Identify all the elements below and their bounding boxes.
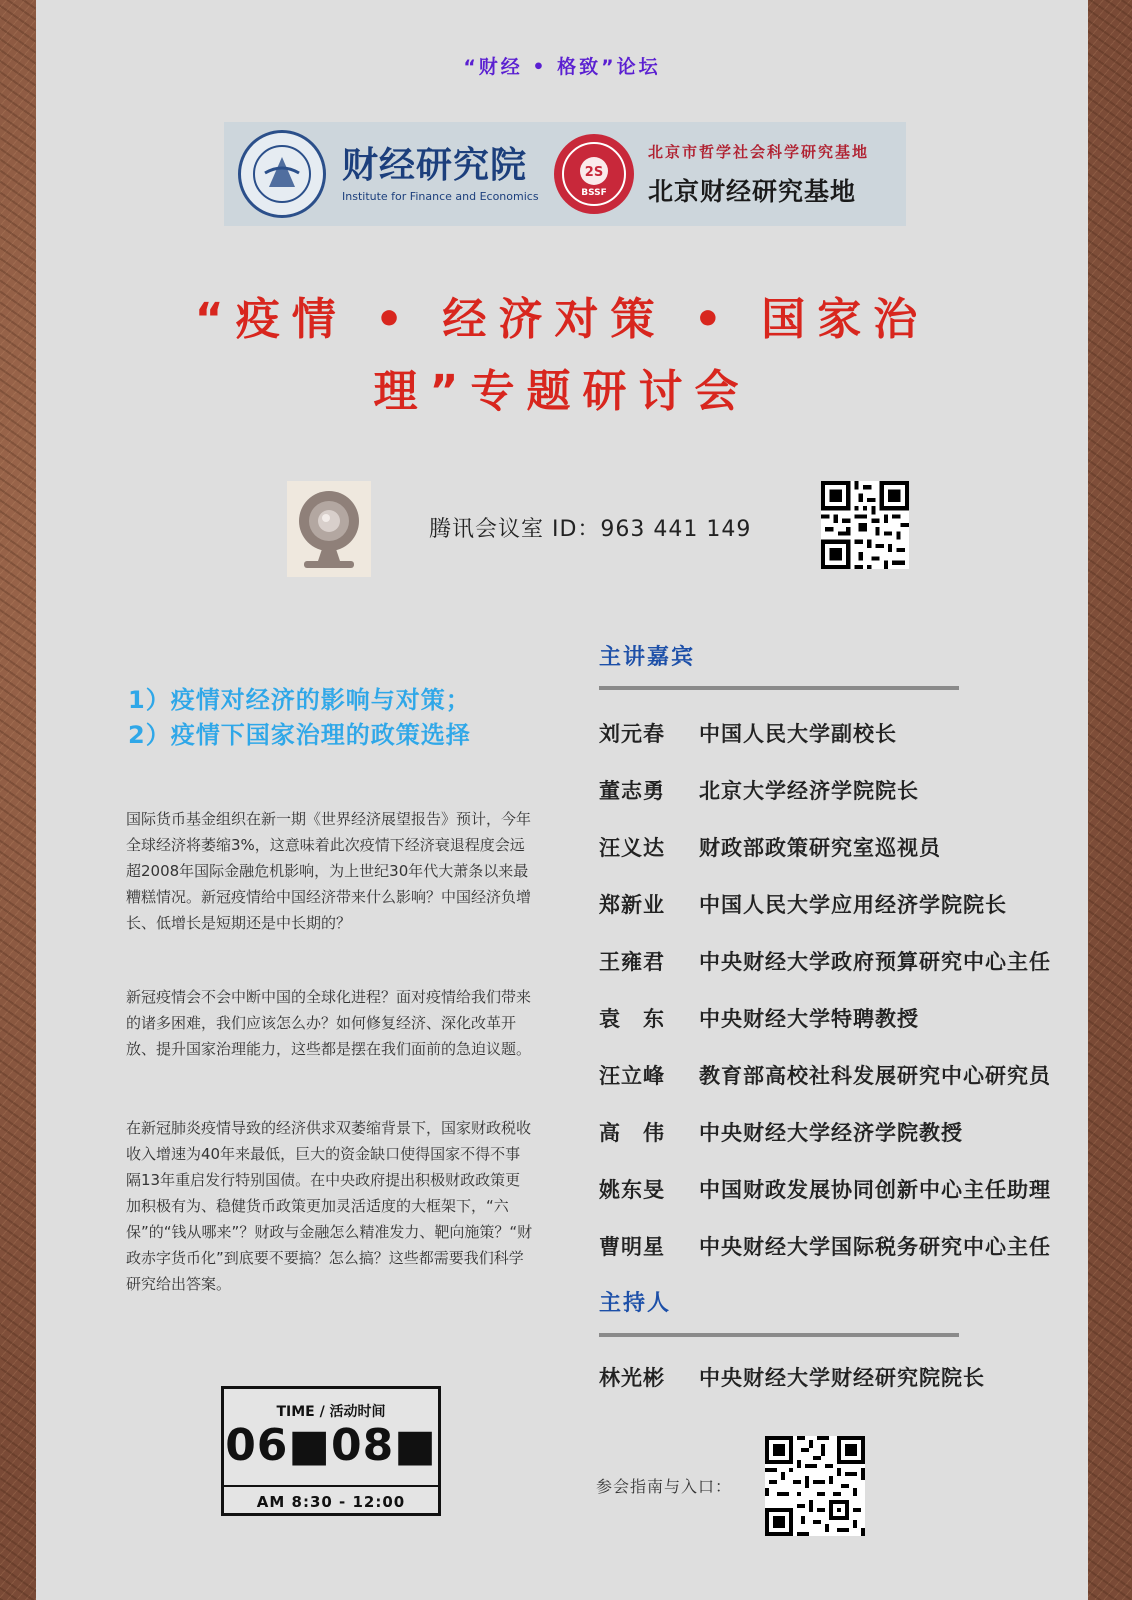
speaker-title: 中国人民大学应用经济学院院长: [699, 893, 1007, 917]
institute-name-cn: 财经研究院: [342, 144, 528, 186]
research-base-name-big: 北京财经研究基地: [648, 176, 857, 206]
event-title: [36, 284, 1088, 428]
research-base-name-small: 北京市哲学社会科学研究基地: [648, 142, 870, 161]
divider: [599, 686, 959, 690]
meeting-qr-code-icon[interactable]: [821, 481, 909, 569]
speaker-title: 中央财经大学国际税务研究中心主任: [699, 1235, 1051, 1259]
poster-paper: [36, 0, 1088, 1600]
host-heading: 主持人: [599, 1291, 672, 1316]
speaker-name: 王雍君: [599, 950, 665, 974]
speaker-row: [599, 718, 897, 748]
speaker-row: [599, 1231, 1051, 1261]
meeting-id: 腾讯会议室 ID：963 441 149: [429, 517, 752, 542]
time-label: TIME / 活动时间: [276, 1404, 386, 1420]
research-base-seal-icon: [554, 134, 634, 214]
speaker-row: [599, 1060, 1051, 1090]
speaker-name: 曹明星: [599, 1235, 665, 1259]
speaker-name: 刘元春: [599, 722, 665, 746]
event-date: 06■08■: [225, 1420, 437, 1471]
topics: [128, 683, 471, 753]
topic-item: 1）疫情对经济的影响与对策；: [128, 686, 471, 714]
speaker-row: [599, 832, 941, 862]
forum-title: “财经 • 格致”论坛: [463, 56, 661, 78]
speaker-name: 汪立峰: [599, 1064, 665, 1088]
svg-text:2S: 2S: [584, 165, 604, 180]
speakers-heading: 主讲嘉宾: [599, 645, 696, 670]
speaker-name: 高 伟: [599, 1121, 665, 1145]
speaker-name: 汪义达: [599, 836, 665, 860]
institute-logo: [224, 130, 554, 218]
event-title-line2: 理”专题研讨会: [373, 366, 751, 417]
divider: [599, 1333, 959, 1337]
event-time-range: AM 8:30 - 12:00: [256, 1493, 406, 1511]
speaker-row: [599, 946, 1051, 976]
research-base-logo: [648, 141, 869, 208]
speaker-name: 董志勇: [599, 779, 665, 803]
intro-paragraph: 国际货币基金组织在新一期《世界经济展望报告》预计，今年全球经济将萎缩3%，这意味着此次疫情下经济衰退程度会远超2008年国际金融危机影响，为上世纪30年代大萧条以来最糟糕情况。新冠疫情给中国经济带来什么影响？中国经济负增长、低增长是短期还是中长期的？: [126, 810, 532, 932]
speaker-title: 中央财经大学特聘教授: [699, 1007, 919, 1031]
time-box: [221, 1386, 441, 1516]
speaker-row: [599, 889, 1007, 919]
speaker-title: 中国财政发展协同创新中心主任助理: [699, 1178, 1051, 1202]
speaker-name: 袁 东: [599, 1007, 665, 1031]
event-title-line1: “疫情 • 经济对策 • 国家治: [194, 294, 930, 345]
speaker-title: 中央财经大学经济学院教授: [699, 1121, 963, 1145]
host-row: [599, 1362, 985, 1392]
host-title: 中央财经大学财经研究院院长: [699, 1366, 985, 1390]
divider: [224, 1485, 438, 1487]
speaker-name: 姚东旻: [599, 1178, 665, 1202]
speaker-title: 教育部高校社科发展研究中心研究员: [699, 1064, 1051, 1088]
topic-item: 2）疫情下国家治理的政策选择: [128, 721, 471, 749]
speaker-title: 中国人民大学副校长: [699, 722, 897, 746]
speaker-row: [599, 775, 919, 805]
speaker-row: [599, 1117, 963, 1147]
host-name: 林光彬: [599, 1366, 665, 1390]
guide-label: 参会指南与入口：: [596, 1477, 733, 1496]
speaker-title: 中央财经大学政府预算研究中心主任: [699, 950, 1051, 974]
guide-qr-code-icon[interactable]: [765, 1436, 865, 1536]
speaker-row: [599, 1174, 1051, 1204]
speaker-row: [599, 1003, 919, 1033]
webcam-icon: [287, 481, 371, 577]
university-seal-icon: [238, 130, 326, 218]
speaker-title: 北京大学经济学院院长: [699, 779, 919, 803]
speaker-name: 郑新业: [599, 893, 665, 917]
intro-paragraph: 在新冠肺炎疫情导致的经济供求双萎缩背景下，国家财政税收收入增速为40年来最低，巨大的资金缺口使得国家不得不事隔13年重启发行特别国债。在中央政府提出积极财政政策更加积极有为、稳健货币政策更加灵活适度的大框架下，“六保”的“钱从哪来”？财政与金融怎么精准发力、靶向施策？“财政赤字货币化”到底要不要搞？怎么搞？这些都需要我们科学研究给出答案。: [126, 1119, 533, 1293]
seal-text: BSSF: [581, 188, 607, 198]
speaker-title: 财政部政策研究室巡视员: [699, 836, 941, 860]
intro-paragraph: 新冠疫情会不会中断中国的全球化进程？面对疫情给我们带来的诸多困难，我们应该怎么办？如何修复经济、深化改革开放、提升国家治理能力，这些都是摆在我们面前的急迫议题。: [126, 988, 532, 1058]
institute-name-en: Institute for Finance and Economics: [342, 189, 539, 203]
logo-banner: [224, 122, 906, 226]
